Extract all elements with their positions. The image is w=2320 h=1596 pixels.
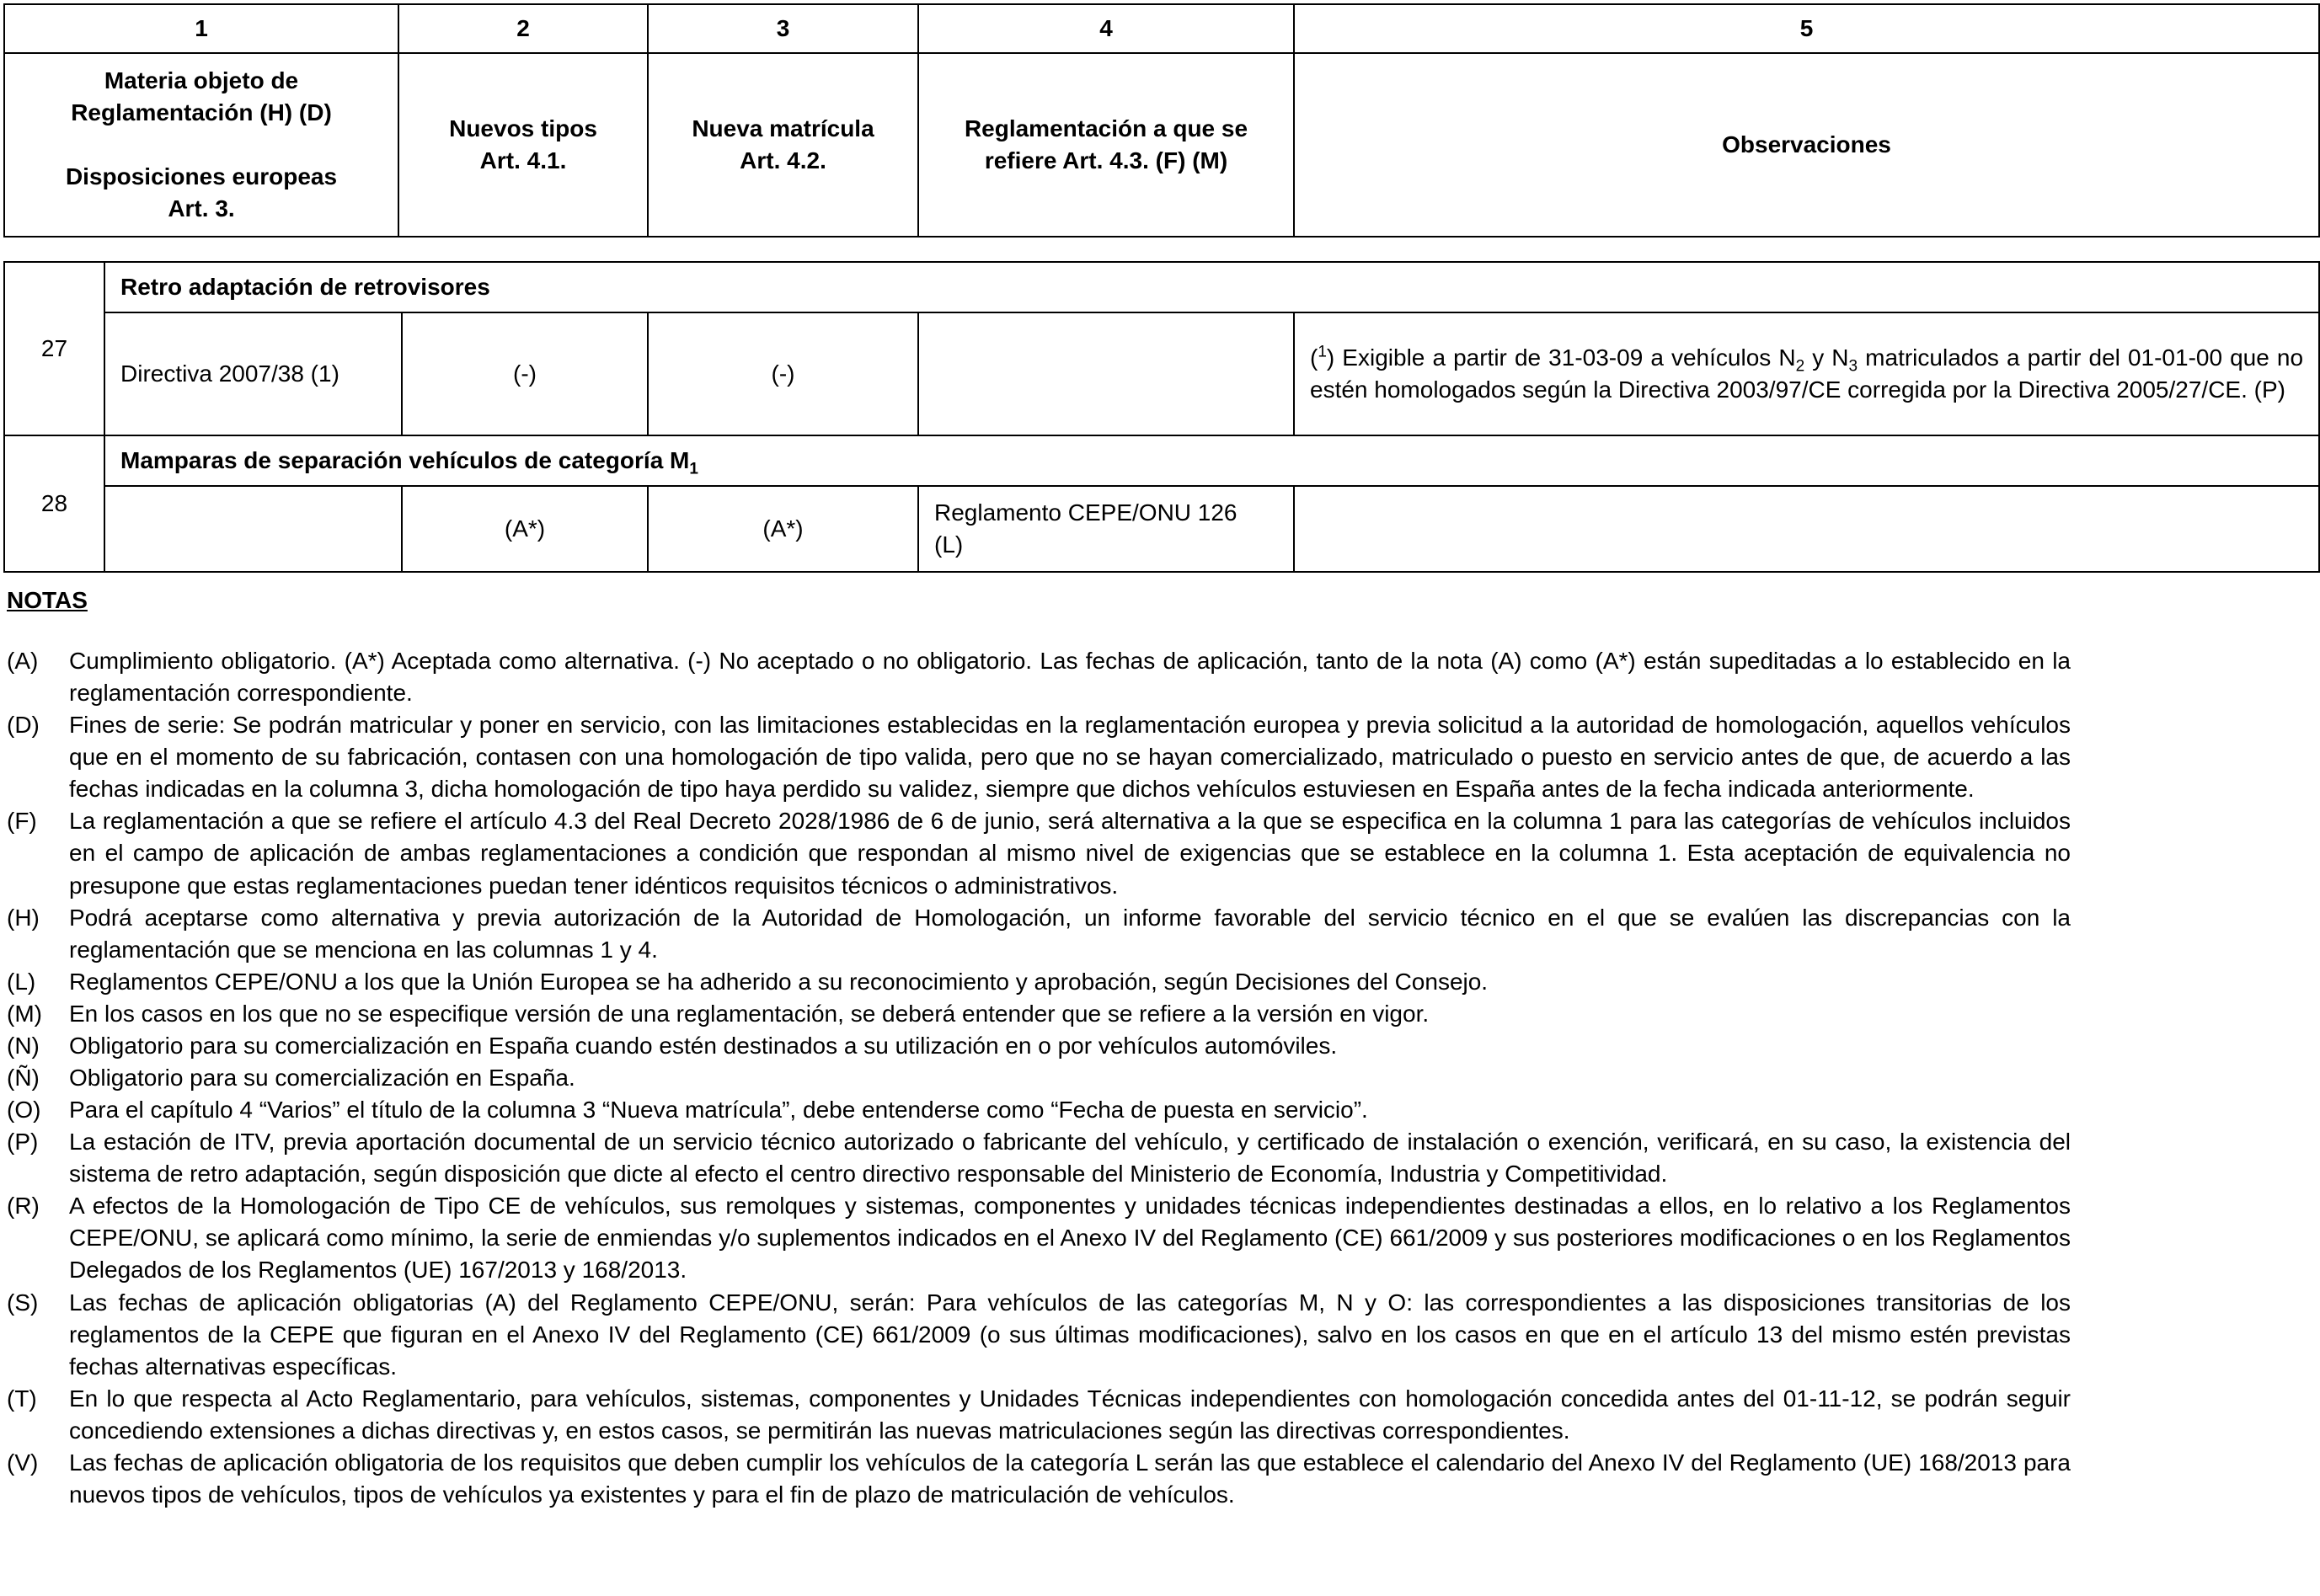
note-text: Las fechas de aplicación obligatorias (A) del Reglamento CEPE/ONU, serán: Para vehículos de las categorías M, N y O: las correspondientes a las disposiciones transitorias de los reglamentos de la CEPE que figuran en el Anexo IV del Reglamento (CE) 661/2009 (o sus últimas modificaciones), salvo en los casos en que en el artículo 13 del mismo estén previstas fechas alternativas específicas. xyxy=(69,1289,2071,1380)
obs-text-c: matriculados a partir del 01-01-00 que no estén homologados según la Directiva 2003/97/CE corregida por la Directiva 2005/27/CE. (P) xyxy=(1310,344,2304,403)
col3-title-line1: Nueva matrícula xyxy=(692,115,874,141)
note-item xyxy=(7,805,2071,901)
regulation-line1: Reglamento CEPE/ONU 126 xyxy=(934,499,1238,526)
body-table xyxy=(3,261,2320,573)
obs-text-a: ) Exigible a partir de 31-03-09 a vehículos N xyxy=(1326,344,1796,371)
note-text: La reglamentación a que se refiere el artículo 4.3 del Real Decreto 2028/1986 de 6 de junio, será alternativa a la que se especifica en la columna 1 para las categorías de vehículos incluidos en el campo de aplicación de ambas reglamentaciones a condición que respondan al mismo nivel de exigencias que se establece en la columna 1. Esta aceptación de equivalencia no presupone que estas reglamentaciones puedan tener idénticos requisitos técnicos o administrativos. xyxy=(69,808,2071,899)
note-item xyxy=(7,1062,2071,1094)
row-subject-text: Mamparas de separación vehículos de categoría M xyxy=(120,446,690,473)
header-table xyxy=(3,3,2320,238)
observations-cell: ($^1$) Exigible a partir de 31-03-09 a vehículos $N_2$ y $N_3$ matriculados a partir del 01-01-00 que no estén homologados según la Directiva 2003/97/CE corregida por la Directiva 2005/27/CE. (P) xyxy=(1294,312,2319,435)
note-item xyxy=(7,709,2071,805)
note-item xyxy=(7,1094,2071,1126)
note-text: En los casos en los que no se especifique versión de una reglamentación, se deberá entender que se refiere a la versión en vigor. xyxy=(69,1000,1430,1027)
col4-title xyxy=(918,53,1294,237)
note-key: (M) xyxy=(7,1000,42,1027)
note-item xyxy=(7,1383,2071,1447)
obs-text-b: y N xyxy=(1804,344,1849,371)
col5-title: Observaciones xyxy=(1294,53,2319,237)
note-text: En lo que respecta al Acto Reglamentario, para vehículos, sistemas, componentes y Unidades Técnicas independientes con homologación concedida antes del 01-11-12, se podrán seguir concediendo extensiones a dichas directivas y, en estos casos, se permitirán las nuevas matriculaciones según las directivas correspondientes. xyxy=(69,1385,2071,1444)
note-text: La estación de ITV, previa aportación documental de un servicio técnico autorizado o fabricante del vehículo, y certificado de instalación o exención, verificará, en su caso, la existencia del sistema de retro adaptación, según disposición que dicte al efecto el centro directivo responsable del Ministerio de Economía, Industria y Competitividad. xyxy=(69,1129,2071,1188)
footnote-mark: 1 xyxy=(1318,343,1327,361)
new-registration-cell: (-) xyxy=(648,312,918,435)
regulation-cell xyxy=(918,312,1294,435)
col3-number: 3 xyxy=(648,4,918,53)
note-key: (O) xyxy=(7,1097,41,1124)
row-number: 28 xyxy=(4,435,104,572)
col5-number: 5 xyxy=(1294,4,2319,53)
col1-title-line4: Art. 3. xyxy=(168,195,235,222)
regulation-line2: (L) xyxy=(934,531,964,558)
col2-title-line1: Nuevos tipos xyxy=(449,115,597,141)
col3-title-line2: Art. 4.2. xyxy=(740,147,826,173)
col1-title-line1: Materia objeto de xyxy=(104,67,299,93)
note-key: (A) xyxy=(7,648,39,674)
col1-number: 1 xyxy=(4,4,398,53)
note-key: (S) xyxy=(7,1289,39,1316)
note-item xyxy=(7,1287,2071,1383)
note-key: (V) xyxy=(7,1449,39,1476)
note-key: (P) xyxy=(7,1129,39,1156)
new-registration-cell: (A*) xyxy=(648,486,918,572)
note-key: (T) xyxy=(7,1385,37,1412)
row-number: 27 xyxy=(4,262,104,435)
col2-number: 2 xyxy=(398,4,648,53)
col4-title-line2: refiere Art. 4.3. (F) (M) xyxy=(984,147,1228,173)
notes-title: NOTAS xyxy=(7,587,88,613)
col1-title xyxy=(4,53,398,237)
note-item xyxy=(7,1190,2071,1286)
new-types-cell: (-) xyxy=(402,312,648,435)
note-item xyxy=(7,966,2071,998)
note-item xyxy=(7,645,2071,709)
directive-cell xyxy=(104,486,402,572)
subscript: 1 xyxy=(689,460,698,478)
col4-title-line1: Reglamentación a que se xyxy=(964,115,1248,141)
col3-title xyxy=(648,53,918,237)
note-item xyxy=(7,902,2071,966)
note-text: Para el capítulo 4 “Varios” el título de la columna 3 “Nueva matrícula”, debe entenderse como “Fecha de puesta en servicio”. xyxy=(69,1097,1368,1124)
note-text: Podrá aceptarse como alternativa y previa autorización de la Autoridad de Homologación, un informe favorable del servicio técnico en el que se evalúen las discrepancias con la reglamentación que se menciona en las columnas 1 y 4. xyxy=(69,904,2071,963)
note-text: Reglamentos CEPE/ONU a los que la Unión Europea se ha adherido a su reconocimiento y aprobación, según Decisiones del Consejo. xyxy=(69,968,1489,995)
row-subject xyxy=(104,435,2319,486)
note-key: (N) xyxy=(7,1032,40,1059)
note-key: (F) xyxy=(7,808,37,835)
note-text: Las fechas de aplicación obligatoria de los requisitos que deben cumplir los vehículos de la categoría L serán las que establece el calendario del Anexo IV del Reglamento (UE) 168/2013 para nuevos tipos de vehículos, tipos de vehículos ya existentes y para el fin de plazo de matriculación de vehículos. xyxy=(69,1449,2071,1508)
col2-title xyxy=(398,53,648,237)
col1-title-line2: Reglamentación (H) (D) xyxy=(71,99,332,125)
subscript: 3 xyxy=(1848,357,1858,376)
note-item xyxy=(7,1030,2071,1062)
new-types-cell: (A*) xyxy=(402,486,648,572)
note-item xyxy=(7,1126,2071,1190)
note-key: (L) xyxy=(7,968,36,995)
note-text: Fines de serie: Se podrán matricular y poner en servicio, con las limitaciones establecidas en la reglamentación europea y previa solicitud a la autoridad de homologación, aquellos vehículos que en el momento de su fabricación, contasen con una homologación de tipo valida, pero que no se hayan comercializado, matriculado o puesto en servicio antes de que, de acuerdo a las fechas indicadas en la columna 3, dicha homologación de tipo haya perdido su validez, siempre que dichos vehículos estuviesen en España antes de la fecha indicada anteriormente. xyxy=(69,712,2071,803)
note-text: Obligatorio para su comercialización en España. xyxy=(69,1065,575,1092)
note-text: A efectos de la Homologación de Tipo CE de vehículos, sus remolques y sistemas, componentes y unidades técnicas independientes destinadas a ellos, en lo relativo a los Reglamentos CEPE/ONU, se aplicará como mínimo, la serie de enmiendas y/o suplementos indicados en el Anexo IV del Reglamento (CE) 661/2009 y sus posteriores modificaciones o en los Reglamentos Delegados de los Reglamentos (UE) 167/2013 y 168/2013. xyxy=(69,1193,2071,1284)
note-key: (R) xyxy=(7,1193,40,1220)
regulation-cell xyxy=(918,486,1294,572)
note-key: (H) xyxy=(7,904,40,931)
row-subject: Retro adaptación de retrovisores xyxy=(104,262,2319,312)
col4-number: 4 xyxy=(918,4,1294,53)
note-text: Cumplimiento obligatorio. (A*) Aceptada como alternativa. (-) No aceptado o no obligatorio. Las fechas de aplicación, tanto de la nota (A) como (A*) están supeditadas a lo establecido en la reglamentación correspondiente. xyxy=(69,648,2071,707)
note-key: (D) xyxy=(7,712,40,739)
observations-cell xyxy=(1294,486,2319,572)
note-item xyxy=(7,1447,2071,1511)
col2-title-line2: Art. 4.1. xyxy=(479,147,567,173)
subscript: 2 xyxy=(1795,357,1805,376)
directive-cell: Directiva 2007/38 (1) xyxy=(104,312,402,435)
col1-title-line3: Disposiciones europeas xyxy=(65,163,338,190)
notes-list xyxy=(7,645,2071,1511)
note-text: Obligatorio para su comercialización en España cuando estén destinados a su utilización en o por vehículos automóviles. xyxy=(69,1032,1338,1059)
note-item xyxy=(7,998,2071,1030)
note-key: (Ñ) xyxy=(7,1065,40,1092)
